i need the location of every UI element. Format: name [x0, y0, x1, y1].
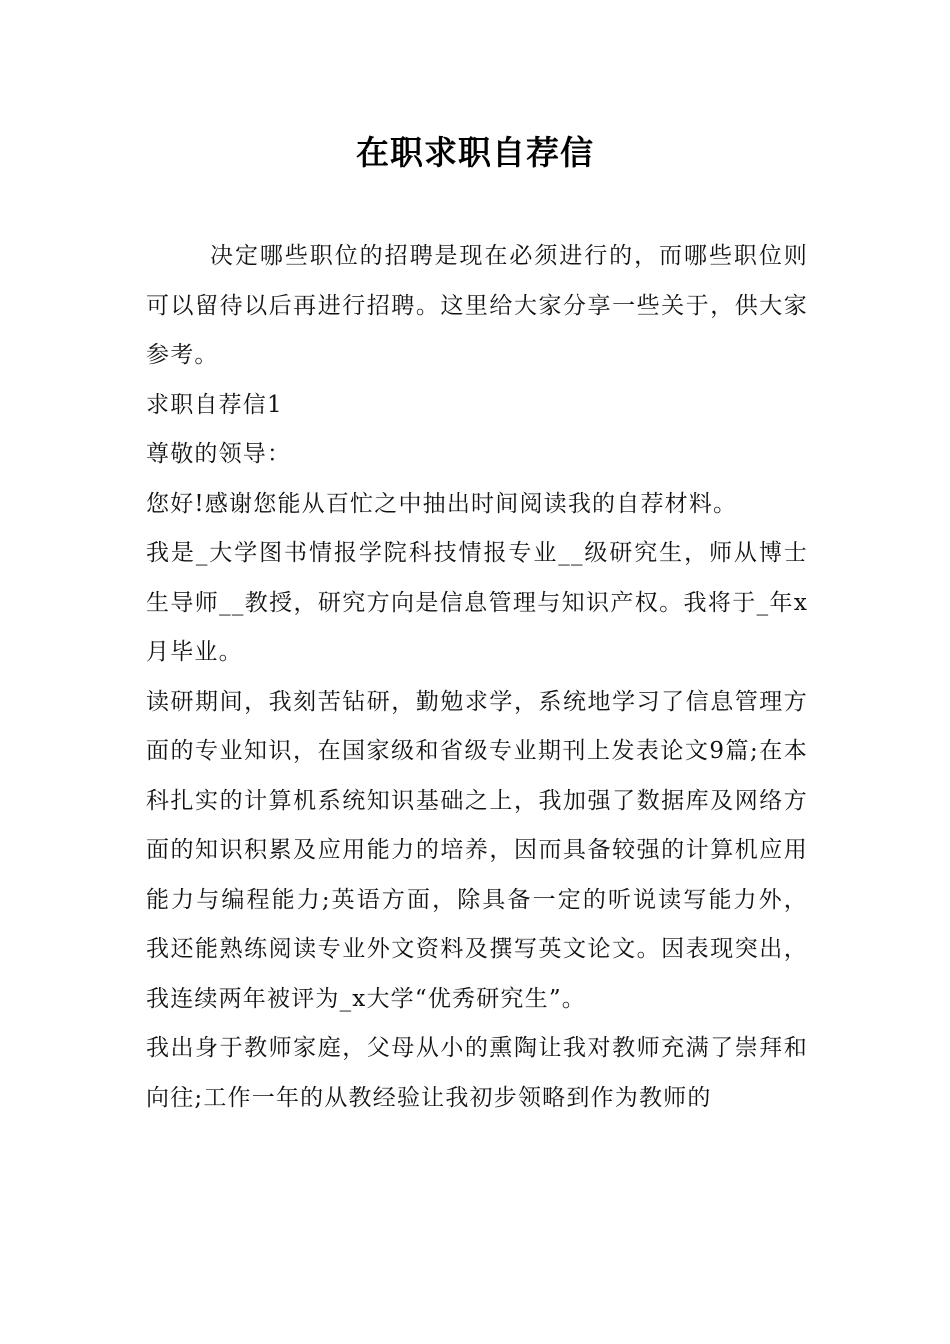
background-paragraph: 我出身于教师家庭，父母从小的熏陶让我对教师充满了崇拜和向往;工作一年的从教经验让我初步领略到作为教师的 — [146, 1035, 808, 1111]
intro-paragraph: 决定哪些职位的招聘是现在必须进行的，而哪些职位则可以留待以后再进行招聘。这里给大家分享一些关于，供大家参考。 — [146, 243, 808, 368]
document-body — [146, 232, 808, 1123]
greeting-paragraph: 您好!感谢您能从百忙之中抽出时间阅读我的自荐材料。 — [146, 490, 738, 517]
study-paragraph: 读研期间，我刻苦钻研，勤勉求学，系统地学习了信息管理方面的专业知识，在国家级和省级专业期刊上发表论文9篇;在本科扎实的计算机系统知识基础之上，我加强了数据库及网络方面的知识积累及应用能力的培养，因而具备较强的计算机应用能力与编程能力;英语方面，除具备一定的听说读写能力外，我还能熟练阅读专业外文资料及撰写英文论文。因表现突出，我连续两年被评为_x大学“优秀研究生”。 — [146, 688, 808, 1012]
salutation: 尊敬的领导： — [146, 441, 292, 467]
letter-heading: 求职自荐信1 — [146, 391, 283, 418]
document-title: 在职求职自荐信 — [356, 133, 594, 172]
self-introduction-paragraph: 我是_大学图书情报学院科技情报专业__级研究生，师从博士生导师__教授，研究方向是信息管理与知识产权。我将于_年x月毕业。 — [146, 540, 808, 665]
